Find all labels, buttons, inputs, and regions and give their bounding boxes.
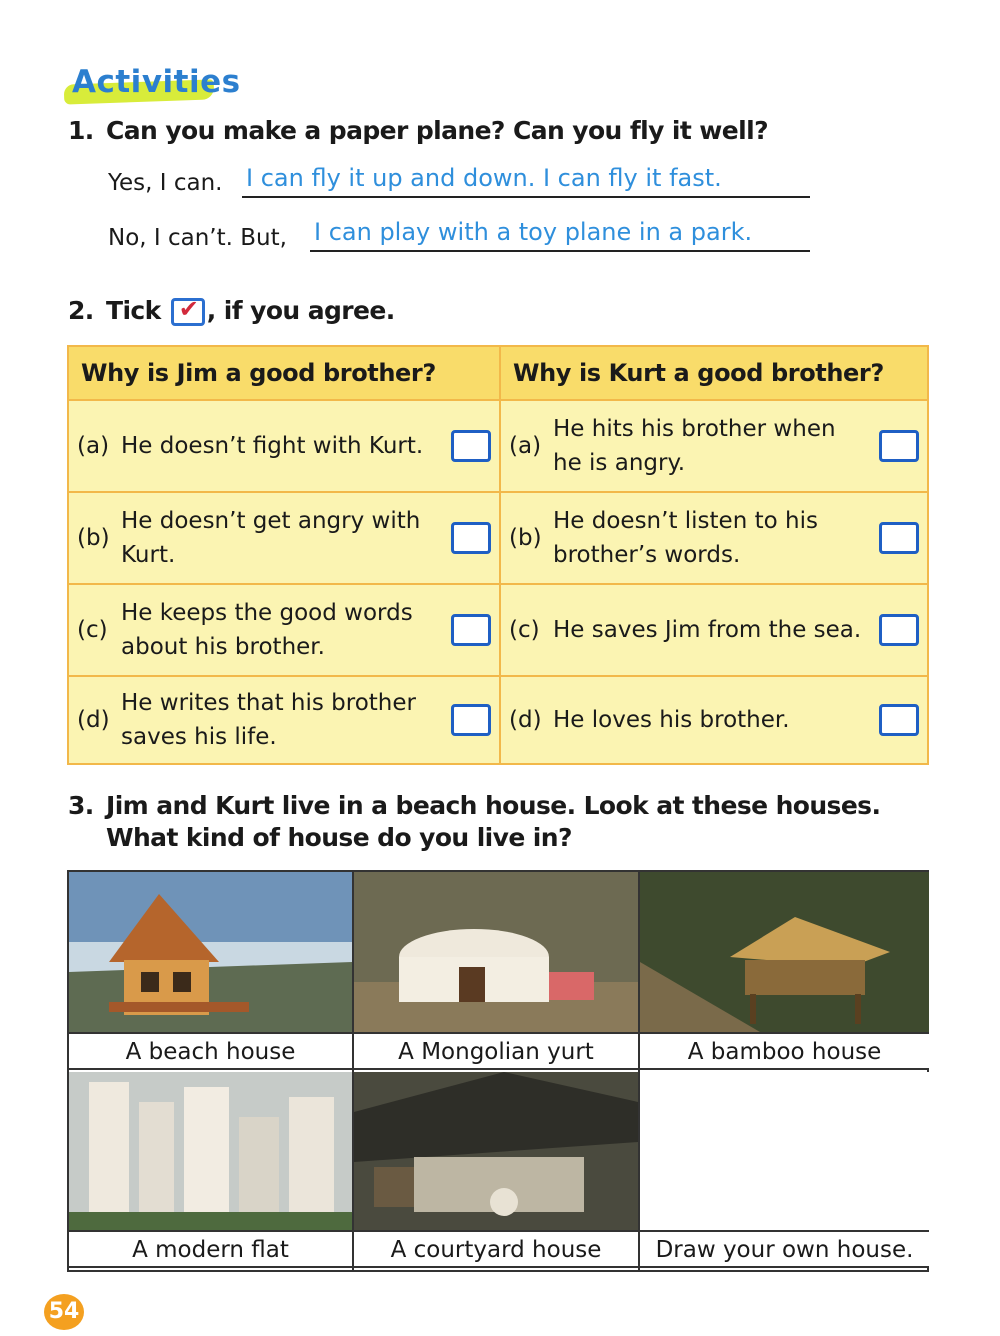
caption: Draw your own house. — [640, 1230, 929, 1268]
item-text: He doesn’t get angry with Kurt. — [121, 508, 421, 568]
item-text: He hits his brother when he is angry. — [553, 416, 836, 476]
item-label: (b) — [509, 525, 542, 551]
item-label: (a) — [509, 433, 542, 459]
kurt-row-c — [500, 584, 928, 676]
checkbox[interactable] — [451, 704, 491, 736]
kurt-row-d — [500, 676, 928, 764]
item-label: (a) — [77, 433, 110, 459]
item-label: (b) — [77, 525, 110, 551]
item-text: He doesn’t listen to his brother’s words. — [553, 508, 818, 568]
tick-mark-icon: ✔ — [178, 295, 199, 323]
question-1 — [68, 116, 768, 145]
checkbox[interactable] — [451, 522, 491, 554]
item-text: He keeps the good words about his brother. — [121, 600, 413, 660]
item-label: (d) — [509, 707, 542, 733]
checkbox[interactable] — [879, 430, 919, 462]
jim-row-c — [68, 584, 500, 676]
house-cell-courtyard — [354, 1072, 640, 1272]
caption: A bamboo house — [640, 1032, 929, 1070]
question-2-text-before: Tick — [106, 296, 161, 325]
mongolian-yurt-photo — [354, 872, 638, 1032]
kurt-row-a — [500, 400, 928, 492]
header-kurt: Why is Kurt a good brother? — [500, 346, 928, 400]
checkbox[interactable] — [879, 614, 919, 646]
item-label: (c) — [77, 617, 108, 643]
caption: A beach house — [69, 1032, 352, 1070]
checkbox[interactable] — [451, 430, 491, 462]
header-jim: Why is Jim a good brother? — [68, 346, 500, 400]
house-cell-beach — [69, 872, 354, 1072]
jim-row-b — [68, 492, 500, 584]
yes-prompt: Yes, I can. — [108, 170, 223, 196]
kurt-row-b — [500, 492, 928, 584]
question-3-number: 3. — [68, 791, 94, 820]
page-number: 54 — [44, 1294, 84, 1330]
question-2-number: 2. — [68, 296, 94, 325]
houses-grid — [67, 870, 929, 1272]
beach-house-photo — [69, 872, 352, 1032]
house-cell-bamboo — [640, 872, 929, 1072]
house-cell-flat — [69, 1072, 354, 1272]
house-cell-draw[interactable] — [640, 1072, 929, 1272]
item-text: He writes that his brother saves his life. — [121, 690, 416, 750]
question-1-number: 1. — [68, 116, 94, 145]
agree-table — [67, 345, 929, 765]
checkbox[interactable] — [879, 522, 919, 554]
yes-answer-field[interactable]: I can fly it up and down. I can fly it fast. — [242, 162, 810, 198]
item-label: (c) — [509, 617, 540, 643]
question-2 — [68, 296, 395, 326]
item-text: He saves Jim from the sea. — [553, 617, 862, 643]
modern-flat-photo — [69, 1072, 352, 1230]
question-3-text: Jim and Kurt live in a beach house. Look at these houses. What kind of house do you live in? — [106, 791, 881, 852]
drawing-area[interactable] — [640, 1072, 929, 1230]
item-text: He loves his brother. — [553, 707, 790, 733]
caption: A modern flat — [69, 1230, 352, 1268]
no-answer-field[interactable]: I can play with a toy plane in a park. — [310, 216, 810, 252]
house-cell-yurt — [354, 872, 640, 1072]
question-2-text-after: , if you agree. — [206, 296, 395, 325]
activities-heading — [62, 62, 241, 108]
question-1-text: Can you make a paper plane? Can you fly it well? — [106, 116, 768, 145]
tick-example-icon — [171, 295, 205, 326]
caption: A Mongolian yurt — [354, 1032, 638, 1070]
no-prompt: No, I can’t. But, — [108, 225, 287, 251]
jim-row-d — [68, 676, 500, 764]
item-label: (d) — [77, 707, 110, 733]
heading-text: Activities — [72, 64, 241, 100]
caption: A courtyard house — [354, 1230, 638, 1268]
checkbox[interactable] — [451, 614, 491, 646]
question-3 — [68, 790, 928, 854]
bamboo-house-photo — [640, 872, 929, 1032]
item-text: He doesn’t fight with Kurt. — [121, 433, 424, 459]
courtyard-house-photo — [354, 1072, 638, 1230]
jim-row-a — [68, 400, 500, 492]
checkbox[interactable] — [879, 704, 919, 736]
